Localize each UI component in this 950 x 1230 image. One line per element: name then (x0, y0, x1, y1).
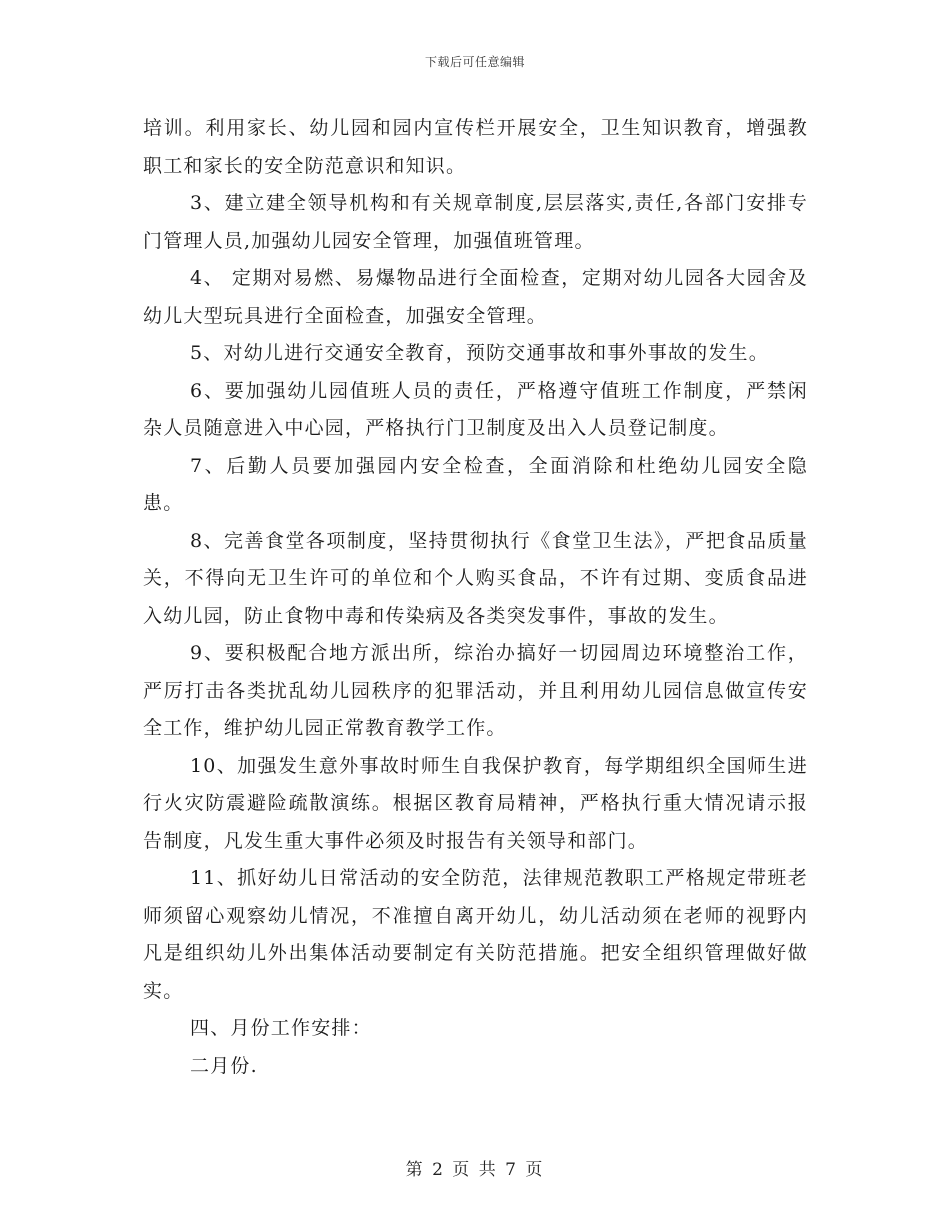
paragraph-item-4: 4、 定期对易燃、易爆物品进行全面检查，定期对幼儿园各大园舍及幼儿大型玩具进行全面检查，加强安全管理。 (143, 267, 808, 327)
paragraph-item-3: 3、建立建全领导机构和有关规章制度,层层落实,责任,各部门安排专门管理人员,加强幼儿园安全管理，加强值班管理。 (143, 192, 808, 252)
document-body (143, 110, 808, 1085)
paragraph-item-5: 5、对幼儿进行交通安全教育，预防交通事故和事外事故的发生。 (190, 342, 769, 364)
page-header-note: 下载后可任意编辑 (424, 55, 525, 69)
section-heading-monthly-plan: 四、月份工作安排： (190, 1017, 372, 1039)
paragraph-item-9: 9、要积极配合地方派出所，综治办搞好一切园周边环境整治工作，严厉打击各类扰乱幼儿园秩序的犯罪活动，并且利用幼儿园信息做宣传安全工作，维护幼儿园正常教育教学工作。 (143, 642, 808, 739)
paragraph-item-7: 7、后勤人员要加强园内安全检查，全面消除和杜绝幼儿园安全隐患。 (143, 454, 808, 514)
paragraph-item-6: 6、要加强幼儿园值班人员的责任，严格遵守值班工作制度，严禁闲杂人员随意进入中心园，严格执行门卫制度及出入人员登记制度。 (143, 379, 808, 439)
paragraph-item-8: 8、完善食堂各项制度，坚持贯彻执行《食堂卫生法》，严把食品质量关，不得向无卫生许可的单位和个人购买食品，不许有过期、变质食品进入幼儿园，防止食物中毒和传染病及各类突发事件，事故的发生。 (143, 529, 808, 627)
paragraph-training: 培训。利用家长、幼儿园和园内宣传栏开展安全，卫生知识教育，增强教职工和家长的安全防范意识和知识。 (143, 117, 808, 177)
paragraph-item-11: 11、抓好幼儿日常活动的安全防范，法律规范教职工严格规定带班老师须留心观察幼儿情况，不准擅自离开幼儿，幼儿活动须在老师的视野内凡是组织幼儿外出集体活动要制定有关防范措施。把安全组织管理做好做实。 (143, 867, 808, 1002)
subheading-february: 二月份. (190, 1054, 258, 1077)
page-number: 第 2 页 共 7 页 (405, 1160, 545, 1180)
paragraph-item-10: 10、加强发生意外事故时师生自我保护教育，每学期组织全国师生进行火灾防震避险疏散演练。根据区教育局精神，严格执行重大情况请示报告制度，凡发生重大事件必须及时报告有关领导和部门。 (143, 754, 808, 852)
